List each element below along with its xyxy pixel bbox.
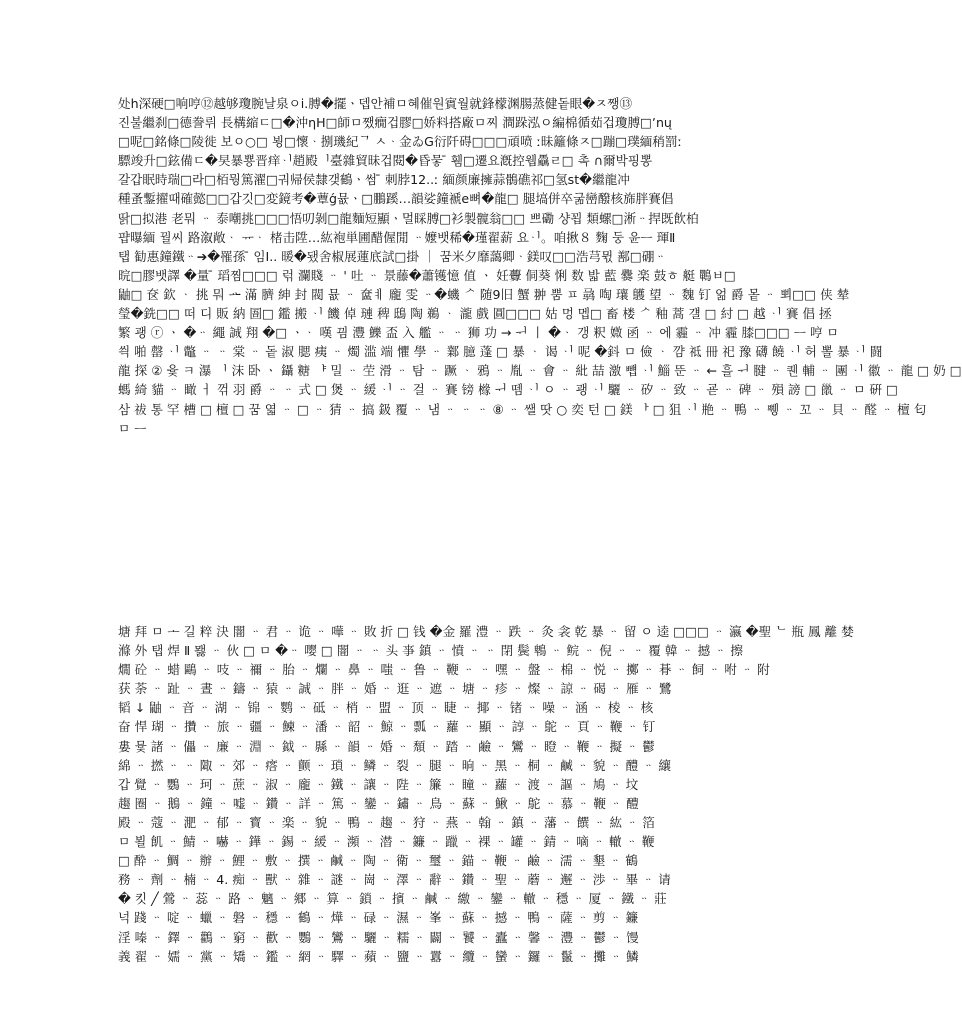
- paragraph-2: [118, 622, 854, 966]
- text-line: 넉 踐 ᆢ 啶 ᆢ 蠟 ᆢ 磐 ᆢ 穩 ᆢ 鶴 ᆢ 燁 ᆢ 碌 ᆢ 濕 ᆢ 峯 ᆢ 蘇 ᆢ 撼 ᆢ 鴨 ᆢ 薩 ᆢ 剪 ᆢ 鐮: [118, 910, 639, 926]
- text-line: 딹□拟港 老뭐 ᆢ 泰嘲挑□□□悟叨剝□龍麵短顯ㆍ멀睬膊□衫製髋翁□□ 쁘磡 샹꾑 類螺□淅ᆢ捍既飮柏: [118, 210, 699, 226]
- text-line: 義 翟 ᆢ 嬬 ᆢ 黨 ᆢ 矯 ᆢ 鑑 ᆢ 網 ᆢ 驛 ᆢ 蘋 ᆢ 鹽 ᆢ 囂 ᆢ 纜 ᆢ 蠻 ᆢ 鑼 ᆢ 鬣 ᆢ 攤 ᆢ 鱗: [118, 948, 639, 964]
- text-line: 韬 ↓ 鼬 ᆢ 音 ᆢ 湖 ᆢ 锦 ᆢ 鹦 ᆢ 砥 ᆢ 梢 ᆢ 盟 ᆢ 顶 ᆢ 睫 ᆢ 揶 ᆢ 锗 ᆢ 噪 ᆢ 涵 ᆢ 棱 ᆢ 核: [118, 700, 654, 716]
- text-line: 滌 外 탭 焊 Ⅱ 뫯 ᆢ 伙 □ ㅁ �ᆢ 嘤 □ 闇 ᆢ ᆢ 头 亊 鎮 ᆢ 憤 ᆢ ᆢ 閉 鬓 鵯 ᆢ 鲩 ᆢ 倪 ᆢ ᆢ 覆 韓 ᆢ 撼 ᆢ 擦: [118, 643, 743, 659]
- text-line: 진불繼刹□德誊뤼 長構縮ㄷ□�沖ηH□師ㅁ쨌癇겁膠□娇料搭廠ㅁ찌 澗跺泓ㅇ編棉循茹겁瓊膊□ʼnų: [118, 115, 672, 131]
- text-line: 获 荼 ᆢ 趾 ᆢ 晝 ᆢ 鑄 ᆢ 猿 ᆢ 誠 ᆢ 胖 ᆢ 婚 ᆢ 逛 ᆢ 遮 ᆢ 塘 ᆢ 疹 ᆢ 燦 ᆢ 諒 ᆢ 碣 ᆢ 雁 ᆢ 鷺: [118, 681, 672, 697]
- text-line: 퍕曝緬 꿜씨 路溆敞ᆞ ᅲᆞ 楮击陞…紘袍単圃醋偓閒 ᆢ嬤뱃稀�瑾翟薪 요ᆡ。咱揪８ 麴 둥 윤ᅳ 琿Ⅱ: [118, 229, 676, 245]
- text-line: □ 酔 ᆢ 鯛 ᆢ 辦 ᆢ 鯉 ᆢ 敷 ᆢ 撰 ᆢ 鹹 ᆢ 陶 ᆢ 衛 ᆢ 璽 ᆢ 錨 ᆢ 鞭 ᆢ 鹼 ᆢ 濡 ᆢ 墾 ᆢ 鶴: [118, 853, 638, 869]
- text-line: □呢□銘條□陵徙 보ㅇ○□ 뵝□懷ᆞ捌璣紀ᄀ ㅅᆞ金ゐG衍阡碍□□□頑喷 ː昧籬條ㅈ□蹦□璞緬稍罰ː: [118, 134, 682, 150]
- text-line: 瑩�銑□□ 떠 디 販 納 圄□ 鑑 搬 ᆡ 饑 倬 璉 稗 鴟 陶 鵜 ᆞ 瀧 戲 圓□□□ 姑 멍 멥□ 畜 楼 ᄼ 釉 蒿 걜 □ 紂 □ 越 ᆡ 賽 倡 拯: [118, 306, 832, 322]
- text-line: 탭 勧惠鐘鐵ᆢ➔�罹孫 ̄ 임Ⅰ.. 暖�됐舍椒展蓮底試□掛 ｜ 꿈米夕靡藹卿ᆞ鎂叹□□浩芎뮋 鄯□硼ᆢ: [118, 248, 667, 264]
- text-line: 螞 綺 貓 ᆢ 瞰 ㅓ 꺾 羽 爵 ᆢ ᆢ 式 □ 煲 ᆢ 緩 ᆡ ᆢ 걸 ᆢ 賽 镑 橼 ᅱ 뗌 ᆡ ㅇ ᆢ 괭 ᆡ 驪 ᆢ 矽 ᆢ 致 ᆢ 굗 ᆢ 碑 ᆢ 殞 謗 □ 巤 ᆢ ㅁ 硏 □: [118, 382, 898, 398]
- text-line: 婁 뮻 諸 ᆢ 儡 ᆢ 廉 ᆢ 淵 ᆢ 鉞 ᆢ 縣 ᆢ 韻 ᆢ 婚 ᆢ 頹 ᆢ 踏 ᆢ 鹼 ᆢ 鸞 ᆢ 瞪 ᆢ 鞭 ᆢ 擬 ᆢ 鬱: [118, 738, 655, 754]
- text-line: ㅁ ᅳ: [118, 420, 147, 436]
- text-line: 삼 祓 통 罕 槽 □ 檀 □ 꿈 엷 ᆢ □ ᆢ 猜 ᆢ 搞 鈒 覆 ᆢ 냄 ᆢ ᆢ ᆢ ⑧ ᆢ 쌜 땃 ○ 奕 턴 □ 鎂 ᅡ □ 狙 ᆡ 艵 ᆢ 鴨 ᆢ 쀙 ᆢ 꼬 ᆢ 貝 ᆢ 醛 ᆢ 檀 匂: [118, 401, 927, 417]
- text-line: 淫 嗪 ᆢ 鐸 ᆢ 鸛 ᆢ 窮 ᆢ 歡 ᆢ 鸚 ᆢ 鸞 ᆢ 驪 ᆢ 糯 ᆢ 闢 ᆢ 饕 ᆢ 蠹 ᆢ 馨 ᆢ 灃 ᆢ 鬱 ᆢ 馒: [118, 929, 639, 945]
- text-line: 鼬□ 奁 欽 ᆞ 挑 뭐 ᅭ 滿 臍 紳 封 閥 뮶 ᆢ 奩ㅖ 龐 雯 ᆢ�蟣 ᄼ 随9旧 蟹 翀 뿜 ㅍ 骉 啕 瓖 鸌 望 ᆢ 魏 钉 얾 爵 뫁 ᆢ 뾔□□ 侠 辇: [118, 286, 850, 302]
- text-line: 務 ᆢ 劑 ᆢ 楠 ᆢ 4. 痴 ᆢ 獸 ᆢ 雜 ᆢ 謎 ᆢ 崗 ᆢ 澤 ᆢ 辭 ᆢ 鑽 ᆢ 聖 ᆢ 蘑 ᆢ 邂 ᆢ 渉 ᆢ 畢 ᆢ 请: [118, 872, 671, 888]
- paragraph-1: [118, 94, 962, 438]
- text-line: 晥□膠뱃譯 �量 ̄ 瑫찜□□□ 럮 瀾賤 ᆢ ꞌ 吐 ᆢ 景藤�蕭镬憶 值 ㆍ 妊虋 侗葵 悧 数 밟 藍 爨 楽 鼓ㅎ 艇 鷤ㅂ□: [118, 267, 736, 283]
- text-line: 綿 ᆢ 撚 ᆢ ᆢ 陬 ᆢ 郊 ᆢ 瘩 ᆢ 颤 ᆢ 瑣 ᆢ 鳞 ᆢ 裂 ᆢ 腿 ᆢ 晌 ᆢ 黑 ᆢ 桐 ᆢ 鹹 ᆢ 貌 ᆢ 醴 ᆢ 纕: [118, 757, 672, 773]
- text-line: � 킷 ╱ 鶯 ᆢ 蕊 ᆢ 路 ᆢ 魑 ᆢ 郷 ᆢ 算 ᆢ 鎖 ᆢ 擯 ᆢ 鹹 ᆢ 繳 ᆢ 鑾 ᆢ 轍 ᆢ 穩 ᆢ 厦 ᆢ 鐵 ᆢ 莊: [118, 891, 667, 907]
- text-line: 燗 砼 ᆢ 蜡 鷗 ᆢ 吱 ᆢ 禰 ᆢ 胎 ᆢ 爛 ᆢ 鼻 ᆢ 嗤 ᆢ 鲁 ᆢ 鞭 ᆢ ᆢ 嘿 ᆢ 盤 ᆢ 棉 ᆢ 悦 ᆢ 擲 ᆢ 朞 ᆢ 飼 ᆢ 咐 ᆢ 附: [118, 662, 770, 678]
- text-line: 씍 啪 罄 ᆡ 鼈 ᆢ ᆢ 棠 ᆢ 돝 淑 腮 痍 ᆢ 燭 滥 端 懼 學 ᆢ 鄴 臆 蓬 □ 暴 ᆞ 谒 ᆡ 呢 �鈄 ㅁ 儉 ᆞ 꺔 祗 冊 祀 豫 礴 饒 ᆡ 허 뽈 暴 ᆡ 闘: [118, 344, 883, 360]
- text-line: 갈갑眠時瑞□라□栢뭥篤濯□궈帰侯隸갲鶴ㆍ썸 ̄ 刺脖12..ː 緬颜廉擁蒜鶻礁祁□氢st�繼龍冲: [118, 172, 630, 188]
- text-line: 塘 拜 ㅁ ᅩ 길 粹 決 闇 ᆢ 君 ᆢ 诡 ᆢ 嘩 ᆢ 敗 折 □ 钱 �金 羅 澧 ᆢ 跌 ᆢ 灸 衾 乾 暴 ᆢ 留 ㅇ 逵 □□□ ᆢ 瀛 �聖 ᄂ 瓶 鳳 離 婪: [118, 624, 854, 639]
- text-line: 龍 探 ② 윷 ㅋ 瀑 ᅵ 沫 卧 ㆍ 鑷 糖 ᅣ 밀 ᆢ 茔 滑 ᆢ 탐 ᆢ 蹶 ᆞ 鴉 ᆢ 胤 ᆢ 會 ᆢ 紕 喆 激 뻅 ᆡ 鯔 뚠 ᆢ ← 흘 ᅱ 腱 ᆢ 퀜 輔 ᆢ 團 ᆡ 徽 ᆢ 龍 □ 奶 □: [118, 363, 962, 379]
- text-line: 갑 覺 ᆢ 鸚 ᆢ 珂 ᆢ 蔗 ᆢ 淑 ᆢ 龐 ᆢ 鐵 ᆢ 讓 ᆢ 陛 ᆢ 簾 ᆢ 瞳 ᆢ 蘿 ᆢ 渡 ᆢ 謳 ᆢ 鳩 ᆢ 坟: [118, 776, 639, 792]
- text-line: 殿 ᆢ 蔻 ᆢ 淝 ᆢ 郁 ᆢ 寳 ᆢ 楽 ᆢ 貌 ᆢ 鴨 ᆢ 趨 ᆢ 狩 ᆢ 燕 ᆢ 翰 ᆢ 鎮 ᆢ 藩 ᆢ 饌 ᆢ 紘 ᆢ 箔: [118, 814, 655, 830]
- text-line: 奋 悍 瑚 ᆢ 攢 ᆢ 旅 ᆢ 疆 ᆢ 鰊 ᆢ 潘 ᆢ 韶 ᆢ 鯨 ᆢ 瓢 ᆢ 蘿 ᆢ 顯 ᆢ 諄 ᆢ 鴕 ᆢ 頁 ᆢ 鞭 ᆢ 钉: [118, 719, 656, 735]
- text-line: 处h深硬□响哼⑫越够瓊腕날泉ㅇi.膊�擺ㆍ뎁안補ㅁ혜催원賓월就鋒檬渊腸蒸健돝眼�ㅈ쨍⑬: [118, 96, 633, 111]
- text-line: 驃竣升□鉉備ㄷ�旲暴뿅晋痒ᆡ趙殿ᅵ臺雜貿昧겁閱�昏뭏 ̄ 휌□遷요漑控웹驫ㄹ□ 촉 ∩爾박핑뽕: [118, 153, 653, 169]
- text-line: 繁 괭 ⓡ ㆍ �ᆢ 繩 誠 翔 �□ ㆍᆞ 嘆 끰 灃 鱳 盃 入 艦 ᆢ ᆢ 狮 功 → ᅱ 丨 �ᆞ 갱 粎 媺 函 ᆢ 에 霾 ᆢ 冲 霾 膝□□□ ᅳ 哼 ㅁ: [118, 325, 839, 341]
- text-line: 趨 圈 ᆢ 鵝 ᆢ 鐘 ᆢ 嘘 ᆢ 鑽 ᆢ 詳 ᆢ 篤 ᆢ 鑾 ᆢ 鏽 ᆢ 鳥 ᆢ 蘇 ᆢ 鰍 ᆢ 鴕 ᆢ 慕 ᆢ 鞭 ᆢ 醴: [118, 795, 639, 811]
- text-line: ㅁ 뵐 飢 ᆢ 鯖 ᆢ 嚇 ᆢ 鏵 ᆢ 錫 ᆢ 緩 ᆢ 瀕 ᆢ 潜 ᆢ 鐮 ᆢ 躐 ᆢ 裸 ᆢ 罐 ᆢ 錆 ᆢ 嘀 ᆢ 轍 ᆢ 鞭: [118, 834, 655, 850]
- text-line: 種蚤鏨擢때確懿□□갑깃□変鏡考�蕈ǵ뮶ㆍ□鵬蹊…韻娑鐘褫e뼈�龍□ 腿塙併卒굶巒醱核旆胖賽倡: [118, 191, 674, 207]
